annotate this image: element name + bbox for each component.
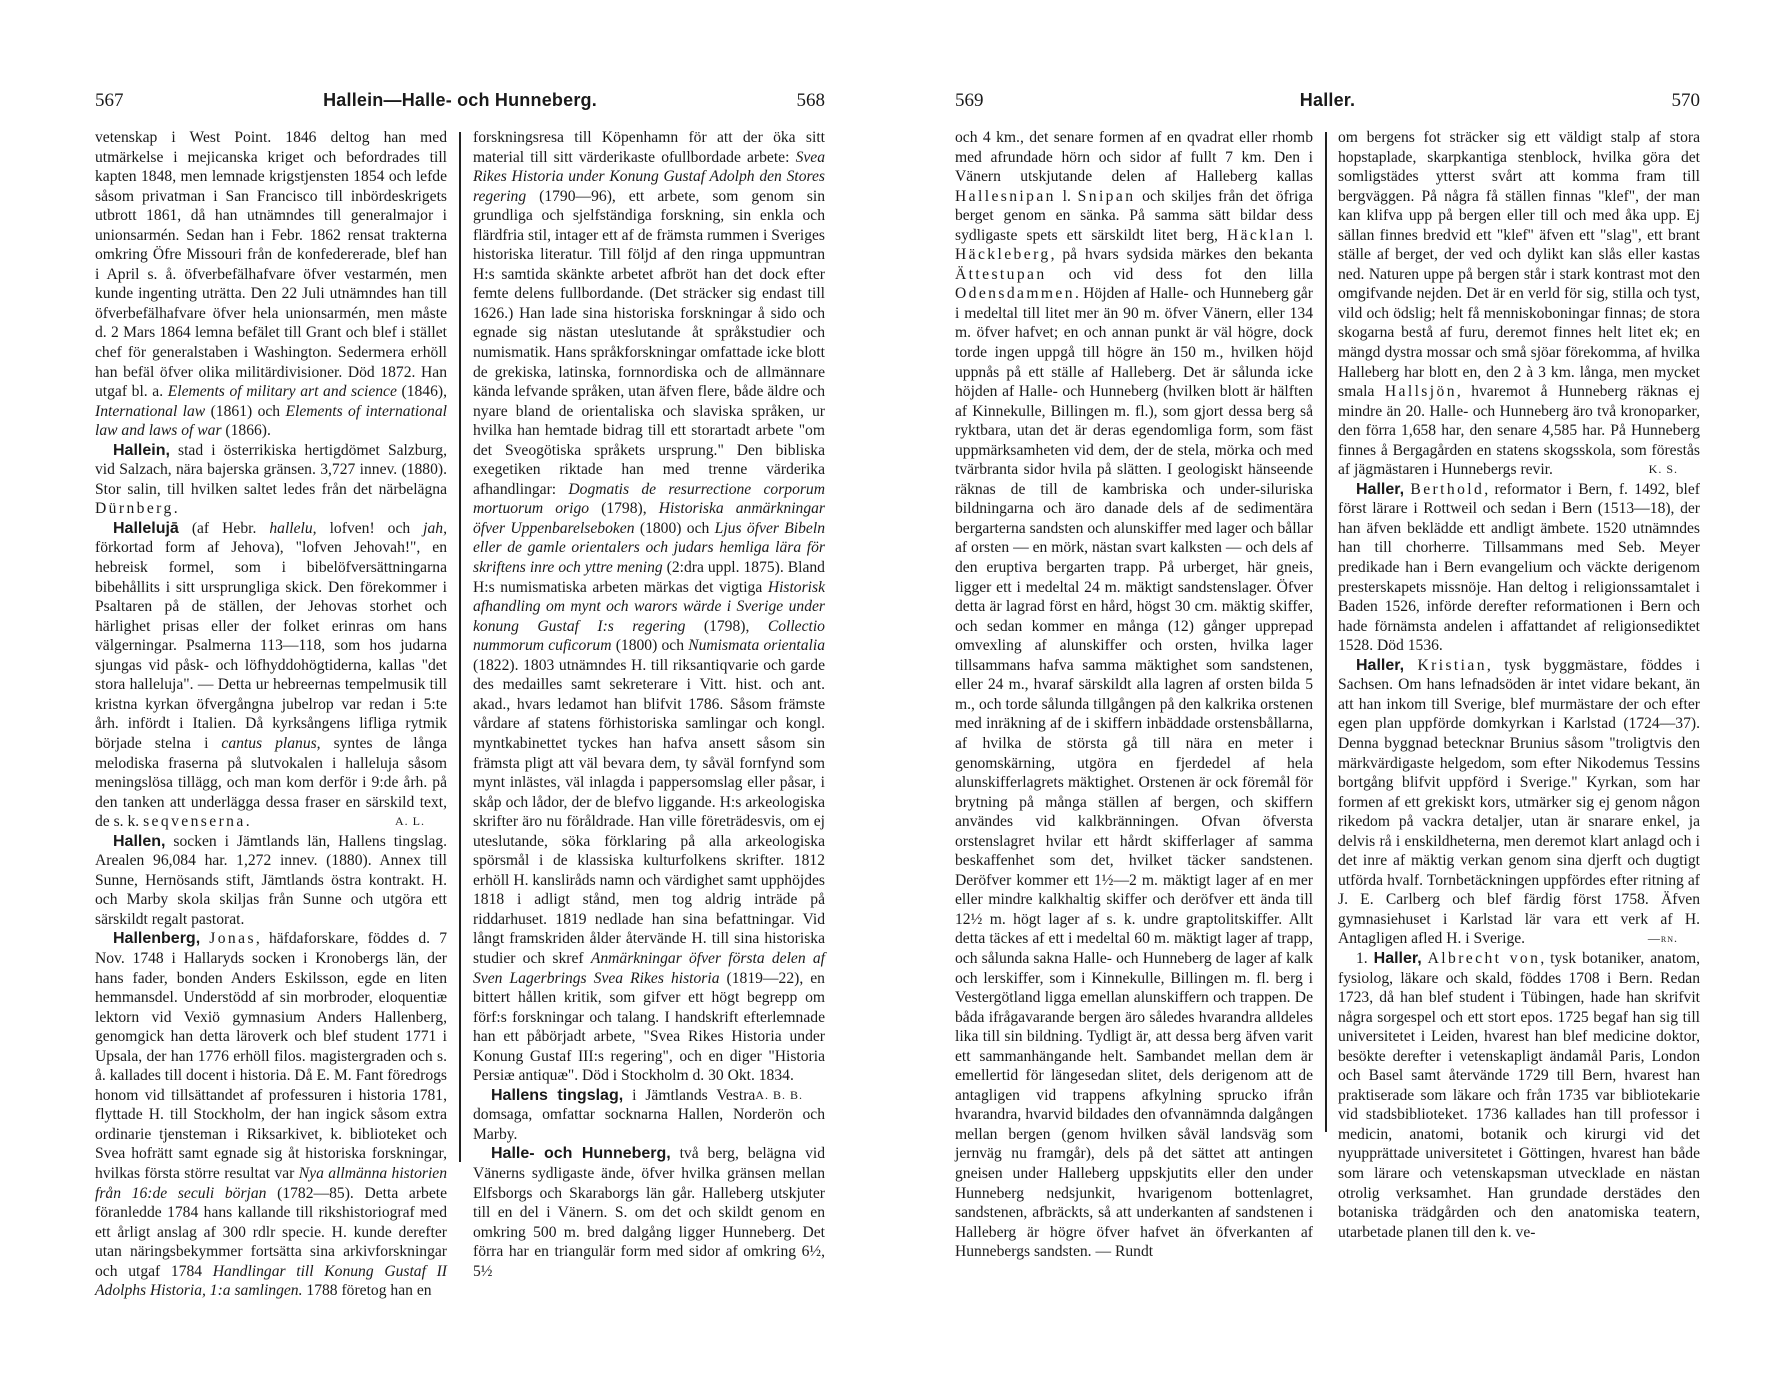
text-column [473,128,825,1281]
page-number: 569 [955,90,984,111]
running-head: Hallein—Halle- och Hunneberg. [323,90,597,110]
paragraph: och 4 km., det senare formen af en qvadrat eller rhomb med afrundade hörn och sidor af fullt 7 km. Den i Vänern utskjutande delen af Halleberg kallas Hallesnipan l. Snipan och skiljes från det öfriga berget genom en sänka. På samma sätt bildar dess sydligaste spets ett särskildt litet berg, Häcklan l. Häckleberg, på hvars sydsida märkes den bekanta Ättestupan och vid dess fot den lilla Odensdammen. Höjden af Halle- och Hunneberg går i medeltal till litet mer än 90 m. öfver Vänern, eller 134 m. öfver hafvet; en och annan punkt är väl högre, dock torde ingen uppgå till högre än 150 m., hvilken höjd uppnås på ett ställe af Halleberg. Det är sålunda icke höjden af Halle- och Hunneberg (hvilken blott är hälften af Kinnekulle, Billingen m. fl.), som gjort dessa berg så ryktbara, utan det är deras egendomliga form, som fäst uppmärksamheten vid dem, der de stela, mörka och med tvärbranta sidor hvila på slätten. I geologiskt hänseende räknas de till de kambriska och under-siluriska bildningarna och äro danade dels af de sedimentära bergarterna sandsten och alunskiffer med lager och bållar af orsten — en mörk, nästan svart kalksten — och dels af den eruptiva bergarten trapp. På urberget, här gneis, ligger ett i medeltal 24 m. mäktigt sandstenslager. Öfver detta är lagrad först en hård, högst 30 cm. mäktig skiffer, och sedan kommer en många (12) gånger upprepad omvexling af alunskiffer och orsten, hvilka lager tillsammans hafva samma mäktighet som sandstenen, eller 24 m., hvaraf särskildt alla lagren af orsten bilda 5 m., och torde sålunda tillgången på den kalkrika orstenen med inräkning af de i skiffern inbäddade orstensbållarna, af hvilka de största gå till nära en meter i genomskärning, utgöra en fjerdedel af hela alunskifferlagrets mäktighet. Orstenen är ock föremål för brytning på många ställen af bergen, och skiffern användes vid kalkbränningen. Ofvan öfversta orstenslagret hvilar ett hårdt skifferlager af samma beskaffenhet som det, hvilket täcker sandstenen. Deröfver kommer ett 1½—2 m. mäktigt lager af en mer eller mindre kalkhaltig skiffer och deröfver ett ända till 12½ m. högt lager af s. k. undre graptolitskiffer. Allt detta täckes af ett i medeltal 60 m. mäktigt lager af trapp, och sålunda sakna Halle- och Hunneberg de lager af kalk och lerskiffer, som i Kinnekulle, Billingen m. fl. berg i Vestergötland ligga emellan alunskiffern och trappen. De båda ifrågavarande bergen äro således hvarandra alldeles lika till sin bildning. Tydligt är, att dessa berg äfven varit ett sammanhängande helt. Sambandet mellan dem är emellertid för längesedan slitet, dels derigenom att de antagligen vid trappens afkylning sprucko ifrån hvarandra, hvarvid bildades den ofvannämnda dalgången mellan bergen (genom hvilken såväl landsväg som jernväg nu framgår), dels på det sättet att antingen gneisen under Halleberg uppskjutits eller den under Hunneberg nedsjunkit, hvarigenom bottenlagret, sandstenen, afbräckts, så att underkanten af sandstenen i Halleberg är högre öfver hafvet än öfverkanten af Hunnebergs sandsten. — Rundt [955,129,1314,1261]
paragraph: om bergens fot sträcker sig ett väldigt stalp af stora hopstaplade, skarpkantiga stenblock, hvilka göra det somligstädes ytterst svårt att komma fram till bergväggen. På några få ställen finnas "klef", der man kan klifva upp på bergen eller till och med åka upp. Ej sällan finnes bredvid ett "klef" äfven ett "slag", ett brant ställe af berget, der ved och dylikt kan slås eller kastas ned. Naturen uppe på bergen står i stark kontrast mot den omgifvande nejden. Det är en verld för sig, stilla och tyst, vild och ödslig; helt få menniskoboningar finnas; de stora skogarna bestå af furu, deremot finnes helt litet ek; en mängd dystra mossar och små sjöar förekomma, af hvilka Halleberg har blott en, den 2 à 3 km. långa, men mycket smala Hallsjön, hvaremot å Hunneberg räknas ej mindre än 20. Halle- och Hunneberg äro två kronoparker, den förra 1,658 har, den senare 4,585 har. På Hunneberg finnes å Bergagården en statens skogsskola, som förestås af jägmästaren i Hunnebergs revir. K. S. [1338,129,1700,479]
text-column [955,128,1313,1262]
headword: Haller, [1356,656,1405,674]
headword: Haller, [1373,949,1422,967]
page-number: 567 [95,90,124,111]
headword: Halle- och Hunneberg, [491,1145,671,1163]
entry-halle-och-hunneberg: Halle- och Hunneberg, två berg, belägna vid Vänerns sydligaste ände, öfver hvilka gränsen mellan Elfsborgs och Skaraborgs län går. Halleberg utskjuter till en del i Vänern. S. om det och skildt genom en omkring 500 m. bred dalgång ligger Hunneberg. Det förra har en triangulär form med sidor af omkring 6½, 5½ [473,1145,825,1280]
author-signature: A. B. B. [755,1087,803,1102]
left-page [95,0,825,1387]
entry-haller-berthold: Haller, Berthold, reformator i Bern, f. 1492, blef först lärare i Rottweil och sedan i Bern (1513—18), der han äfven beklädde ett andligt ämbete. 1520 utnämndes han till chorherre. Tillsammans med Seb. Meyer predikade han i Bern evangelium och väckte derigenom presterskapets missnöje. Han deltog i religionssamtalet i Baden 1526, införde derefter reformationen i Bern och hade förnämsta andelen i affattandet af religionsediktet 1528. Död 1536. [1338,480,1701,655]
column-rule [1325,132,1327,1132]
entry-haller-albrecht: 1. Haller, Albrecht von, tysk botaniker, anatom, fysiolog, läkare och skald, föddes 1708 i Bern. Redan 1723, då han blef student i Tübingen, hade han skrifvit några sorgespel och ett stort epos. 1725 begaf han sig till universitetet i Leiden, hvarest han blef medicine doktor, besökte derefter i vetenskapligt ändamål Paris, London och Basel samt återvände 1729 till Bern, hvarest han praktiserade som läkare och från 1735 var bibliotekarie vid stadsbiblioteket. 1736 kallades han till professor i medicin, anatomi, botanik och kirurgi vid det nyupprättade universitetet i Göttingen, hvarest han både som lärare och vetenskapsman utvecklade en nästan otrolig verksamhet. Han grundade derstädes den botaniska trädgården och den anatomiska teatern, utarbetade planen till den k. ve- [1338,949,1701,1241]
entry-halleluja: Hallelujā (af Hebr. hallelu, lofven! och jah, förkortad form af Jehova), "lofven Jehovah!", en hebreisk formel, som i bibelöfversättningarna bibehållits i sitt ursprungliga skick. Den förekommer i Psaltaren på de ställen, der Jehovas storhet och härlighet prisas eller der folket erinras om hans välgerningar. Psalmerna 113—118, som hos judarna sjungas vid påsk- och löfhyddohögtiderna, kallas "det stora halleluja". — Detta ur hebreernas tempelmusik till kristna kyrkan öfvergångna jubelrop var redan i 5:te årh. infördt i Italien. Då kyrksångens lifliga rytmik började stelna i cantus planus, syntes de långa melodiska fraserna på slutvokalen i halleluja såsom meningslösa tillägg, och man kom derför i 9:de årh. på den tanken att underlägga dessa fraser en särskild text, de s. k. seqvenserna. A. L. [95,519,447,831]
page-number: 568 [796,90,825,111]
headword: Hallens tingslag, [491,1086,624,1104]
author-signature: —rn. [1647,931,1678,946]
headword: Hallein, [113,441,170,459]
page-header [955,90,1700,116]
entry-hallens-tingslag: Hallens tingslag, i Jämtlands Vestra domsaga, omfattar socknarna Hallen, Norderön och Marby. [473,1086,825,1143]
page-number: 570 [1671,90,1700,111]
entry-hallein: Hallein, stad i österrikiska hertigdömet Salzburg, vid Salzach, nära bajerska gränsen. 3,727 innev. (1880). Stor salin, till hvilken saltet ledes från det närbelägna Dürnberg. [95,441,447,518]
author-signature: K. S. [1648,462,1678,477]
entry-hallen: Hallen, socken i Jämtlands län, Hallens tingslag. Arealen 96,084 har. 1,272 innev. (1880). Annex till Sunne, Hernösands stift, Jämtlands östra kontrakt. H. och Marby skola skiljas från Sunne och utgöra ett särskildt regalt pastorat. [95,832,447,928]
right-page [955,0,1700,1387]
headword: Haller, [1356,480,1405,498]
entry-hallenberg: Hallenberg, Jonas, häfdaforskare, föddes d. 7 Nov. 1748 i Hallaryds socken i Kronobergs län, der hans fader, bonden Anders Eskilsson, egde en liten hemmansdel. Understödd af sin morbroder, eloquentiæ lektorn vid Vexiö gymnasium Anders Hallenberg, genomgick han detta läroverk och blef student 1771 i Upsala, der han 1776 erhöll filos. magistergraden och s. å. kallades till docent i historia. Då E. M. Fant föredrogs honom vid tillsättandet af professuren i historia 1781, flyttade H. till Stockholm, der han ingick såsom extra ordinarie tjensteman i Riksarkivet, k. biblioteket och Svea hofrätt samt egnade sig åt historiska forskningar, hvilkas första större resultat var Nya allmänna historien från 16:de seculi början (1782—85). Detta arbete föranledde 1784 hans kallande till rikshistoriograf med ett årligt anslag af 300 rdlr specie. H. kunde derefter utan näringsbekymmer fortsätta sina arkivforskningar och utgaf 1784 Handlingar till Konung Gustaf II Adolphs Historia, 1:a samlingen. 1788 företog han en [95,930,447,1300]
entry-haller-kristian: Haller, Kristian, tysk byggmästare, föddes i Sachsen. Om hans lefnadsöden är intet vidare bekant, än att han inkom till Sverige, blef murmästare der och efter egen plan uppförde domkyrkan i Karlstad (1724—37). Denna byggnad betecknar Brunius såsom "troligtvis den märkvärdigaste helgedom, som efter Nikodemus Tessins bortgång blifvit uppförd i Sverige." Kyrkan, som har formen af ett grekiskt kors, utmärker sig ej genom någon rikedom på vackra detaljer, utan är snarare enkel, ja delvis rå i enskildheterna, men deremot klart anlagd och i det inre af mäktig verkan genom sina djerft och dugtigt utförda hvalf. Tornbetäckningen uppfördes efter ritning af J. E. Carlberg och blef färdig först 1758. Äfven gymnasiehuset i Karlstad lär vara ett verk af H. Antagligen afled H. i Sverige. —rn. [1338,656,1700,948]
headword: Hallelujā [113,519,179,537]
paragraph: forskningsresa till Köpenhamn för att der öka sitt material till sitt värderikaste ofullbordade arbete: Svea Rikes Historia under Konung Gustaf Adolph den Stores regering (1790—96), ett arbete, som genom sin grundliga och sjelfständiga forskning, sin enkla och flärdfria stil, intager ett af de främsta rummen i Sveriges historiska literatur. Till följd af den ringa uppmuntran H:s samtida skänkte arbetet afbröt han det dock efter femte delens fullbordande. (Det sträcker sig endast till 1626.) Han lade sina historiska forskningar å sido och egnade sig nästan uteslutande åt språkstudier och numismatik. Hans språkforskningar omfattade icke blott de grekiska, latinska, fornnordiska och de allmännare kända lefvande språken, utan äfven flere, både äldre och nyare bland de orientaliska och slaviska språken, ur hvilka han hemtade bidrag till ett storartadt arbete "om det Sveogötiska språkets ursprung." Den bibliska exegetiken riktade han med trenne värderika afhandlingar: Dogmatis de resurrectione corporum mortuorum origo (1798), Historiska anmärkningar öfver Uppenbarelseboken (1800) och Ljus öfver Bibeln eller de gamle orientalers och judars hemliga lära för skriftens inre och yttre mening (2:dra uppl. 1875). Bland H:s numismatiska arbeten märkas det vigtiga Historisk afhandling om mynt och warors wärde i Sverige under konung Gustaf I:s regering (1798), Collectio nummorum cuficorum (1800) och Numismata orientalia (1822). 1803 utnämndes H. till riksantiqvarie och garde des medailles samt sekreterare i Vitt. hist. och ant. akad., hvars ledamot han blifvit 1786. Såsom främste vårdare af statens förhistoriska samlingar och kongl. myntkabinettet tyckes han hafva ansett såsom sin främsta pligt att väl bevara dem, ty såväl fornfynd som mynt inlästes, väl inlagda i pappersomslag eller påsar, i skåp och lådor, der de blefvo liggande. H:s arkeologiska skrifter äro nu föråldrade. Han ville företrädesvis, om ej uteslutande, söka förklaring på alla arkeologiska spörsmål i de klassiska kulturfolkens skrifter. 1812 erhöll H. kansliråds namn och värdighet samt upphöjdes 1818 i adligt stånd, men tog aldrig inträde på riddarhuset. 1819 nedlade han sina befattningar. Vid långt framskriden ålder återvände H. till sina historiska studier och skref Anmärkningar öfver första delen af Sven Lagerbrings Svea Rikes historia (1819—22), en bittert hållen kritik, som gifver ett högt begrepp om förf:s forskningar och talang. I handskrift efterlemnade han ett påbörjadt arbete, "Svea Rikes Historia under Konung Gustaf III:s regering", och en diger "Historia Persiæ antiquæ". Död i Stockholm d. 30 Okt. 1834. A. B. B. [473,128,825,1086]
author-signature: A. L. [395,814,425,829]
text-column [1338,128,1700,1242]
running-head: Haller. [1299,90,1356,110]
column-rule [459,132,461,1162]
headword: Hallen, [113,832,166,850]
text-column [95,128,447,1301]
headword: Hallenberg, [113,930,201,948]
page-header [95,90,825,116]
paragraph: vetenskap i West Point. 1846 deltog han med utmärkelse i mejicanska kriget och befordrades till kapten 1848, men lemnade krigstjensten 1854 och lefde såsom privatman i San Francisco till inbördeskrigets utbrott 1861, då han utnämndes till generalmajor i unionsarmén. Sedan han i Febr. 1862 rensat trakterna omkring Öfre Missouri från de konfedererade, blef han i April s. å. öfverbefälhafvare öfver vestarmén, men kunde ingenting uträtta. Den 22 Juli utnämndes han till öfverbefälhafvare öfver hela unionsarmén, men måste d. 2 Mars 1864 lemna befälet till Grant och blef i stället chef för generalstaben i Washington. Sedermera erhöll han befäl öfver olika militärdivisioner. Död 1872. Han utgaf bl. a. Elements of military art and science (1846), International law (1861) och Elements of international law and laws of war (1866). [95,129,447,440]
